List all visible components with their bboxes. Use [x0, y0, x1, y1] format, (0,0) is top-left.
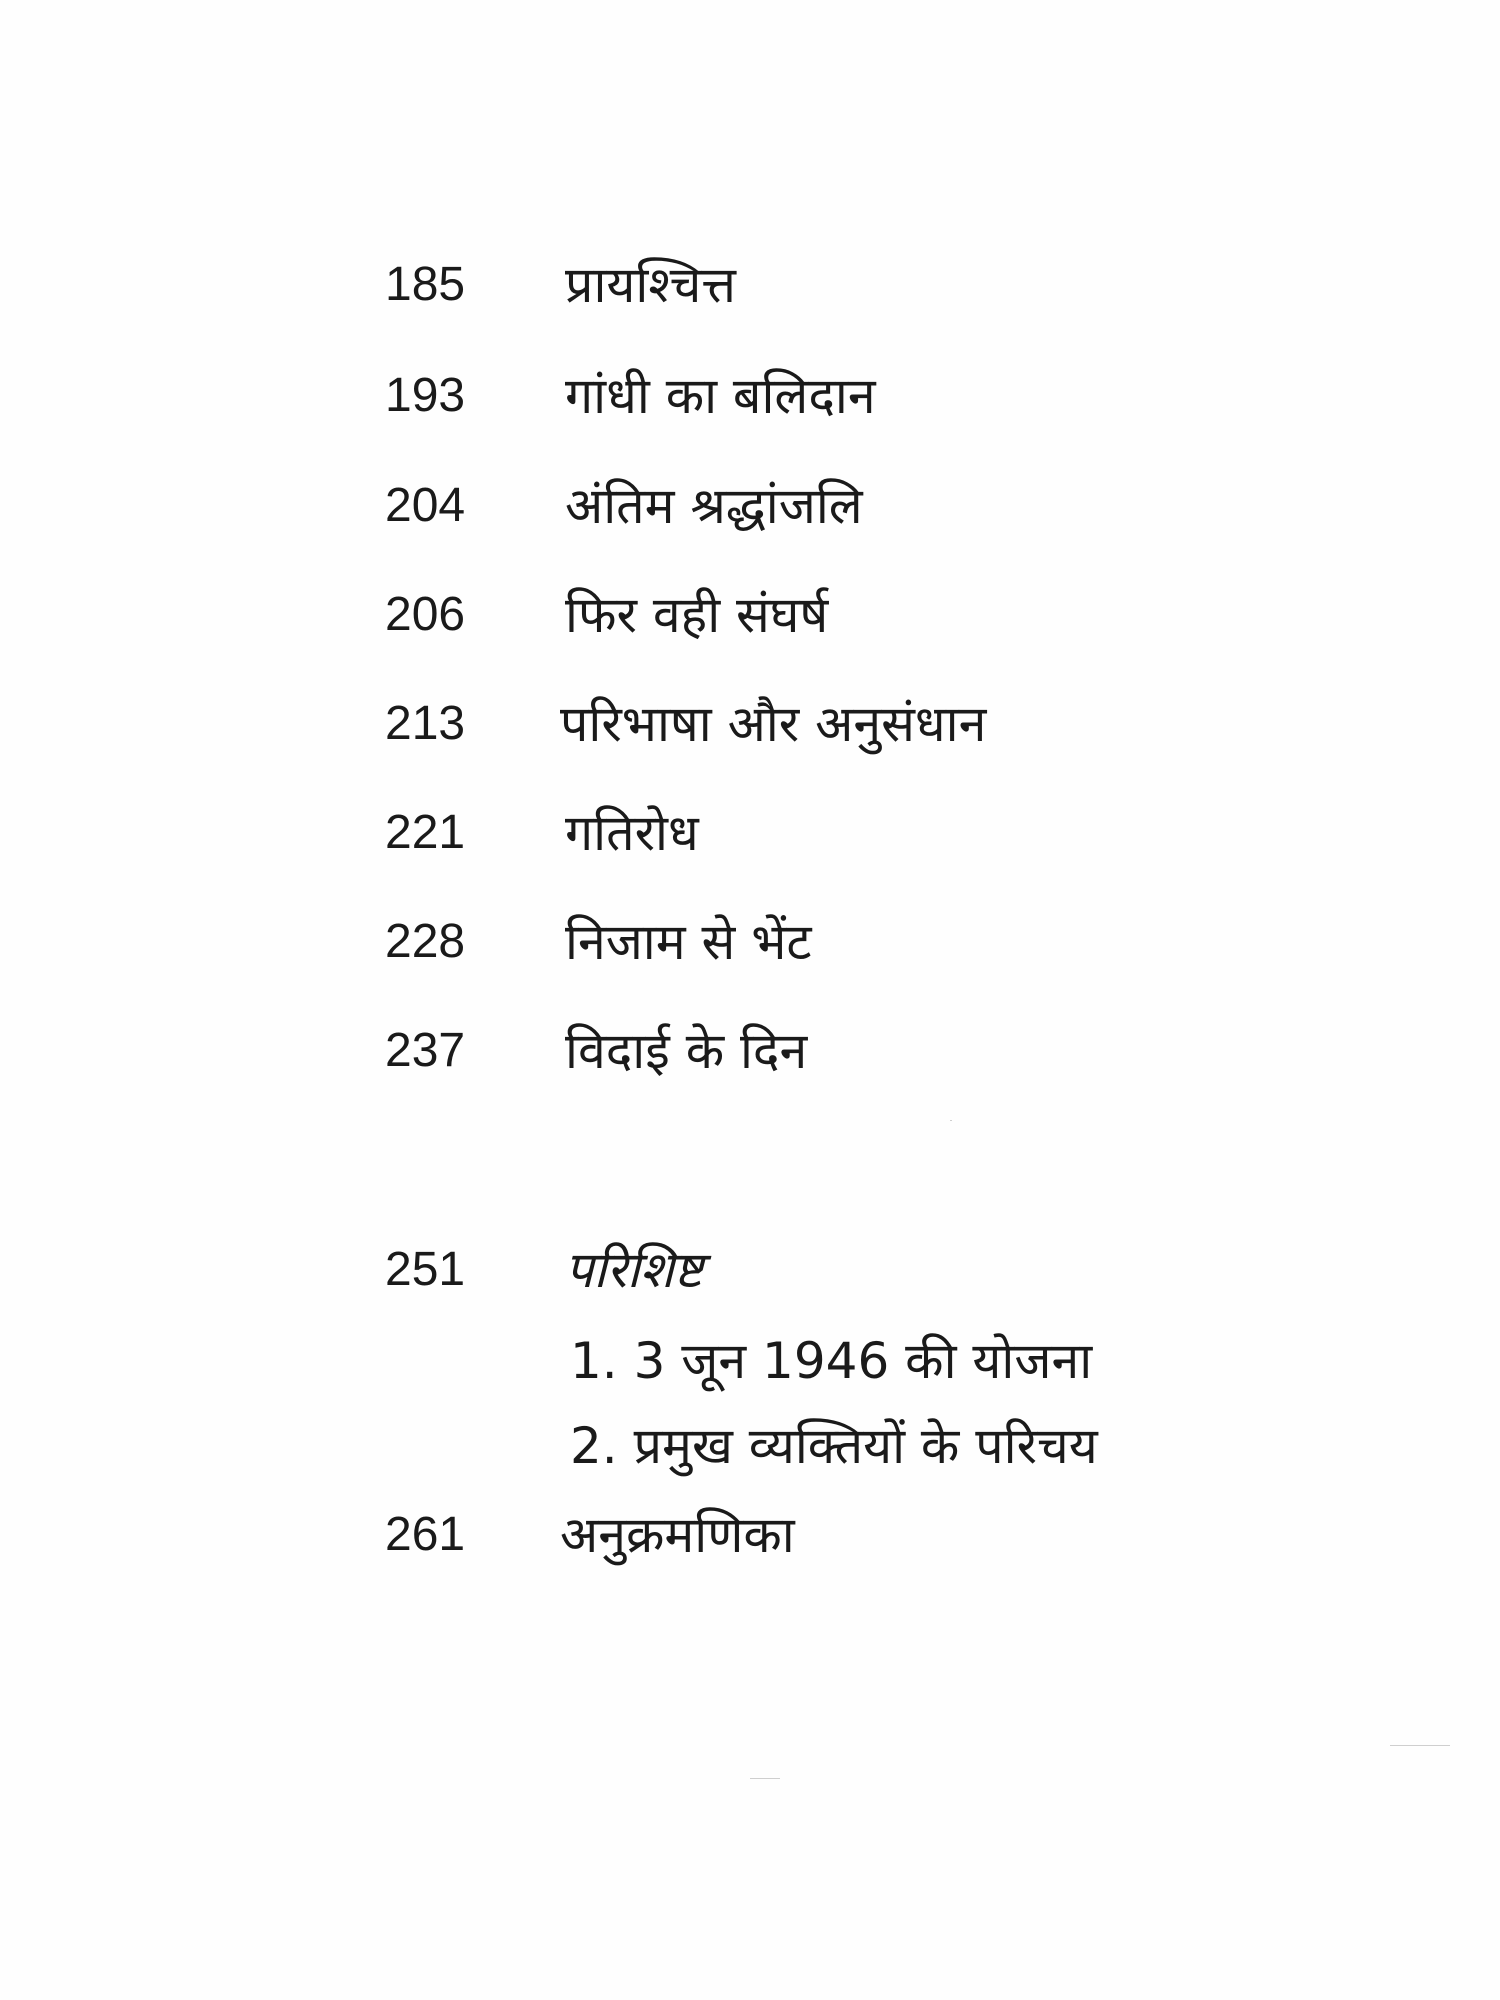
toc-page-number: 251: [385, 1243, 466, 1296]
toc-appendix-item: 1. 3 जून 1946 की योजना: [570, 1332, 1093, 1390]
toc-entry: [0, 476, 1500, 556]
toc-appendix-item: 2. प्रमुख व्यक्तियों के परिचय: [570, 1417, 1098, 1475]
toc-entry: [0, 912, 1500, 992]
toc-title: गांधी का बलिदान: [565, 367, 876, 425]
toc-entry: [0, 694, 1500, 774]
toc-page-number: 204: [385, 479, 466, 532]
toc-index-entry: [0, 1505, 1500, 1585]
toc-page-number: 206: [385, 588, 466, 641]
toc-entry: [0, 366, 1500, 446]
toc-entry: [0, 255, 1500, 335]
toc-title: प्रायश्चित्त: [565, 256, 736, 314]
toc-title: गतिरोध: [565, 804, 699, 862]
toc-title: विदाई के दिन: [565, 1022, 808, 1080]
toc-title: निजाम से भेंट: [565, 913, 812, 971]
toc-entry: [0, 803, 1500, 883]
toc-page-number: 261: [385, 1508, 466, 1561]
toc-page-number: 193: [385, 369, 466, 422]
toc-entry: [0, 1021, 1500, 1101]
toc-appendix-entry: [0, 1240, 1500, 1320]
scan-speck: [1390, 1745, 1450, 1746]
toc-index-title: अनुक्रमणिका: [560, 1506, 795, 1564]
toc-page-number: 237: [385, 1024, 466, 1077]
toc-page-number: 221: [385, 806, 466, 859]
toc-appendix-title: परिशिष्ट: [565, 1241, 703, 1299]
toc-title: परिभाषा और अनुसंधान: [560, 695, 987, 753]
scan-speck: [750, 1778, 780, 1779]
toc-entry: [0, 585, 1500, 665]
toc-page-number: 185: [385, 258, 466, 311]
toc-page-number: 213: [385, 697, 466, 750]
toc-page-number: 228: [385, 915, 466, 968]
toc-title: फिर वही संघर्ष: [565, 586, 829, 644]
scan-speck: [950, 1120, 952, 1121]
toc-title: अंतिम श्रद्धांजलि: [565, 477, 863, 535]
